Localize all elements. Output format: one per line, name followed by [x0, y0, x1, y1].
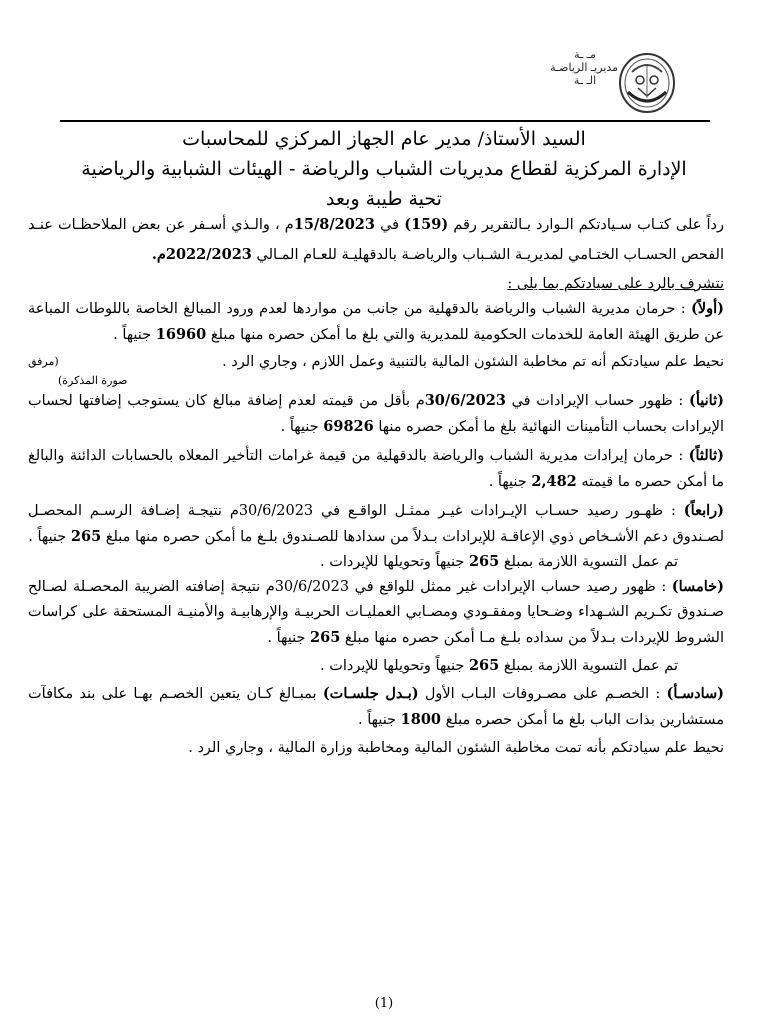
fifth-response — [28, 654, 724, 678]
response-amount: 265 — [468, 553, 500, 570]
finding-date: 30/6/2023 — [424, 392, 506, 409]
response-text: جنيهاً وتحويلها للإيردات . — [320, 658, 469, 674]
finding-text: : ظهور حساب الإيرادات في — [505, 393, 689, 409]
letter-body — [28, 210, 724, 760]
finding-text: م بأقل من قيمته لعدم إضافة مبالغ كان يستوجب إضافتها لحساب الإيرادات بحساب التأمينات النهائية بلغ ما أمكن حصره منها — [28, 393, 724, 435]
finding-fourth — [28, 498, 724, 550]
page-number: (1) — [374, 996, 394, 1011]
header-divider — [60, 120, 710, 122]
finding-text: : حرمان إيرادات مديرية الشباب والرياضة بالدقهلية من قيمة غرامات التأخير المعلاه بالحسابات الدائنة والبالغ ما أمكن حصره ما قيمته — [28, 448, 724, 490]
intro-text: م ، والـذي أسـفر عن بعض الملاحظـات عنـد الفحص الحسـاب الختـامي لمديريـة الشـباب والرياضـة بالدقهليـة للعـام المـالي — [28, 217, 724, 263]
intro-text: م. — [151, 246, 166, 263]
closing-line — [28, 736, 724, 760]
attachment-note: (مرفق — [28, 355, 59, 368]
finding-text: جنيهاً . — [358, 712, 401, 728]
finding-amount: 69826 — [323, 418, 374, 435]
finding-label: (أولاً) — [690, 300, 724, 317]
finding-text: جنيهاً . — [113, 327, 156, 343]
attachment-note-continued: صورة المذكرة) — [58, 374, 128, 387]
report-number: (159) — [404, 216, 449, 233]
finding-amount: 2,482 — [531, 473, 577, 490]
finding-text: : ظهـور رصيد حسـاب الإيـرادات غيـر ممثـل الواقـع في 30/6/2023م نتيجـة إضـافة الرسـم المحصـل لصـندوق دعم الأشـخاص ذوي الإعاقـة للإيرادات بـدلاً من سدادها للصـندوق بلـغ ما أمكن حصره منها مبلغ — [28, 503, 724, 545]
finding-text: بمبـالغ كـان يتعين الخصـم بهـا على بند مكافآت مستشارين بذات الباب بلغ ما أمكن حصره مبلغ — [28, 686, 724, 728]
finding-text: جنيهاً . — [28, 529, 71, 545]
response-text: جنيهاً وتحويلها للإيردات . — [320, 554, 469, 570]
response-text: تم عمل التسوية اللازمة بمبلغ — [499, 658, 678, 674]
fiscal-year: 2022/2023 — [165, 246, 252, 263]
org-caption-line: مديريـ الرياضـة — [550, 61, 618, 74]
finding-first — [28, 296, 724, 348]
finding-text: : ظهور رصيد حساب الإيرادات غير ممثل للواقع في 30/6/2023م نتيجة إضافته الضريبة المحصـلة لصـالح صـندوق تكـريم الشـهداء وضـحايا ومفقـودي ومصـابي العمليـات الحربيـة والإرهابيـة والأمنيـة المستحقة على كراسات الشروط للإيردات بـدلاً من سداده بلـغ مـا أمكن حصره منها مبلغ — [28, 579, 724, 646]
finding-amount: 16960 — [155, 326, 207, 343]
response-amount: 265 — [468, 657, 500, 674]
finding-text: جنيهاً . — [280, 419, 324, 435]
finding-fifth — [28, 574, 724, 651]
closing-text: نحيط علم سيادتكم بأنه تمت مخاطبة الشئون المالية ومخاطبة وزارة المالية ، وجاري الرد . — [188, 740, 724, 756]
finding-text: : حرمان مديرية الشباب والرياضة بالدقهلية من جانب من مواردها لعدم ورود المبالغ الخاصة باللوطات المباعة عن طريق الهيئة العامة للخدمات الحكومية للمديرية والتي بلغ ما أمكن حصره منها مبلغ — [28, 301, 724, 343]
intro-paragraph — [28, 210, 724, 270]
finding-label: (خامسا) — [671, 578, 724, 595]
finding-second — [28, 388, 724, 440]
finding-label: (سادسـأ) — [666, 685, 725, 702]
fourth-response — [28, 550, 724, 574]
finding-amount: 265 — [70, 528, 102, 545]
finding-text: جنيهاً . — [488, 474, 532, 490]
first-response — [28, 350, 724, 374]
finding-sixth — [28, 681, 724, 733]
org-caption-line: مـ ـة — [574, 48, 596, 61]
greeting-line — [28, 272, 724, 296]
finding-text: جنيهاً . — [267, 630, 311, 646]
finding-amount: 1800 — [400, 711, 442, 728]
org-caption-line: الـ ـة — [573, 74, 597, 87]
emblem-logo-icon — [618, 52, 676, 114]
finding-text: : الخصـم على مصـروفات البـاب الأول — [418, 686, 667, 702]
letter-headings — [40, 124, 728, 214]
finding-bold-phrase: (بـدل جلسـات) — [322, 685, 419, 702]
finding-label: (رابعاً) — [683, 502, 724, 519]
recipient-heading: السيد الأستاذ/ مدير عام الجهاز المركزي للمحاسبات — [182, 128, 586, 150]
department-heading: الإدارة المركزية لقطاع مديريات الشباب والرياضة - الهيئات الشبابية والرياضية — [81, 158, 687, 180]
report-date: 15/8/2023 — [293, 216, 375, 233]
intro-text: رداً على كتـاب سـيادتكم الـوارد بـالتقرير رقم — [448, 217, 724, 233]
response-text: تم عمل التسوية اللازمة بمبلغ — [499, 554, 678, 570]
org-caption — [552, 48, 618, 87]
intro-text: في — [374, 217, 405, 233]
response-text: نحيط علم سيادتكم أنه تم مخاطبة الشئون المالية بالتنبية وعمل اللازم ، وجاري الرد . — [222, 354, 724, 370]
finding-third — [28, 443, 724, 495]
finding-label: (ثالثاً) — [688, 447, 724, 464]
greeting-text: نتشرف بالرد على سيادتكم بما يلى : — [507, 276, 724, 292]
finding-label: (ثانيأ) — [688, 392, 724, 409]
finding-amount: 265 — [310, 629, 341, 646]
salutation-heading: تحية طيبة وبعد — [326, 188, 442, 210]
